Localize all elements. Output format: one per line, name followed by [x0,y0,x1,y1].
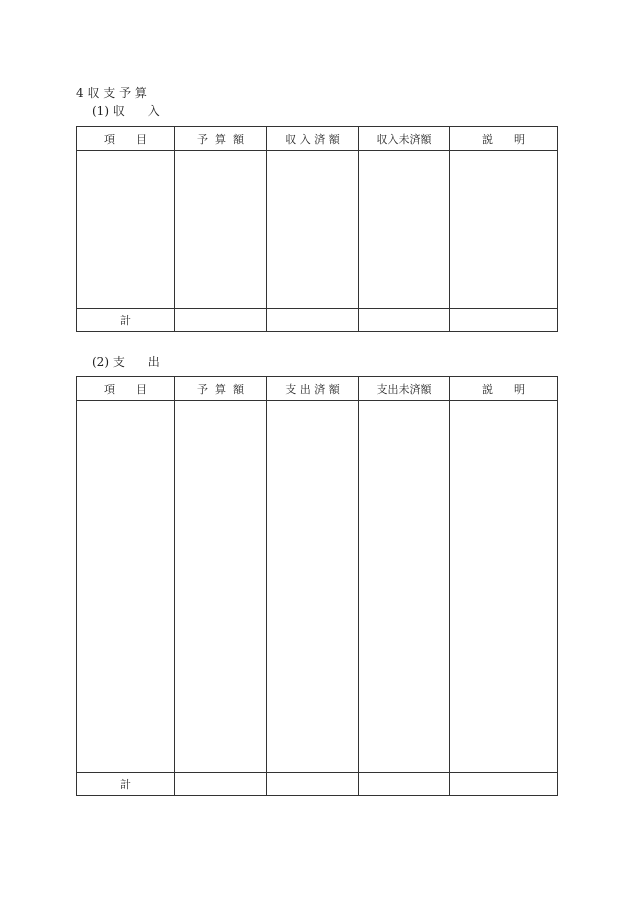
expense-header-row [77,377,558,401]
expense-cell-unpaid[interactable] [359,401,450,773]
expense-total-budget[interactable] [175,773,267,796]
expense-col-paid: 支 出 済 額 [267,377,359,401]
income-cell-description[interactable] [450,151,558,309]
income-cell-item[interactable] [77,151,175,309]
expense-cell-item[interactable] [77,401,175,773]
income-total-budget[interactable] [175,309,267,332]
income-col-received: 収 入 済 額 [267,127,359,151]
income-header-row [77,127,558,151]
income-cell-unreceived[interactable] [359,151,450,309]
income-total-description[interactable] [450,309,558,332]
income-body-row [77,151,558,309]
expense-col-budget: 予 算 額 [175,377,267,401]
income-col-item: 項 目 [77,127,175,151]
income-total-unreceived[interactable] [359,309,450,332]
income-subtitle: (1) 収 入 [92,104,160,118]
expense-total-label: 計 [77,773,175,796]
expense-total-description[interactable] [450,773,558,796]
expense-total-unpaid[interactable] [359,773,450,796]
income-total-label: 計 [77,309,175,332]
income-col-description: 説 明 [450,127,558,151]
expense-cell-budget[interactable] [175,401,267,773]
expense-cell-description[interactable] [450,401,558,773]
income-col-budget: 予 算 額 [175,127,267,151]
expense-body-row [77,401,558,773]
expense-col-description: 説 明 [450,377,558,401]
expense-total-paid[interactable] [267,773,359,796]
income-col-unreceived: 収入未済額 [359,127,450,151]
income-cell-received[interactable] [267,151,359,309]
income-total-received[interactable] [267,309,359,332]
income-cell-budget[interactable] [175,151,267,309]
expense-col-unpaid: 支出未済額 [359,377,450,401]
expense-col-item: 項 目 [77,377,175,401]
income-total-row [77,309,558,332]
expense-table [76,376,558,796]
income-table [76,126,558,332]
expense-total-row [77,773,558,796]
section-title: 4 収 支 予 算 [76,86,147,100]
expense-subtitle: (2) 支 出 [92,355,160,369]
expense-cell-paid[interactable] [267,401,359,773]
